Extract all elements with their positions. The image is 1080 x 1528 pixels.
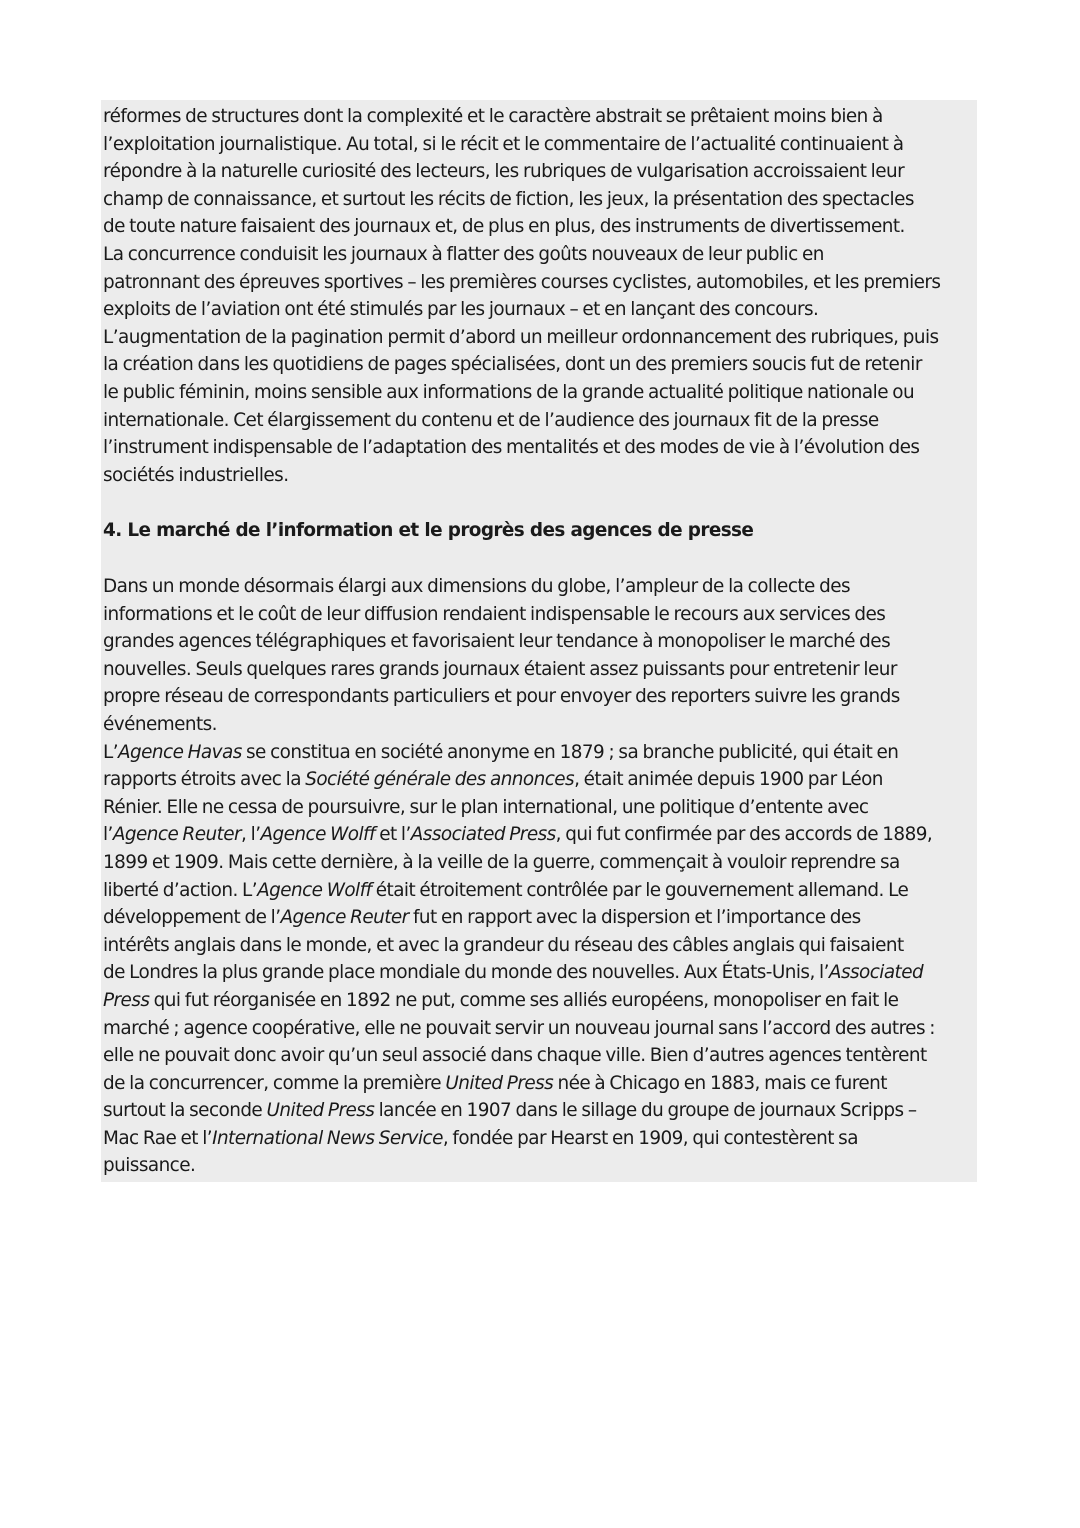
text-segment: fut en rapport avec la dispersion et l’importance des [408,907,861,929]
text-segment: , était animée depuis 1900 par Léon [574,769,883,791]
italic-term: Press [103,989,150,1011]
text-line [103,959,935,987]
text-segment: puissance. [103,1155,196,1177]
text-segment: liberté d’action. L’ [103,879,258,901]
text-line [103,739,935,767]
italic-term: Associated [828,962,924,984]
text-line: répondre à la naturelle curiosité des lecteurs, les rubriques de vulgarisation accroissaient leur [103,161,905,183]
italic-term: Agence Wolff [260,824,375,846]
italic-term: International News Service [212,1127,443,1149]
text-segment: et l’ [374,824,411,846]
text-line: champ de connaissance, et surtout les récits de fiction, les jeux, la présentation des spectacles [103,188,914,210]
italic-term: Agence Reuter [112,824,242,846]
text-segment: , qui fut confirmée par des accords de 1889, [555,824,933,846]
text-line [103,1152,935,1180]
italic-term: Associated Press [410,824,556,846]
text-line [103,683,935,711]
text-segment: surtout la seconde [103,1100,267,1122]
italic-term: Agence Havas [118,741,242,763]
section-heading: 4. Le marché de l’information et le progrès des agences de presse [103,520,754,541]
italic-term: Agence Wolff [257,879,372,901]
text-segment: l’ [103,824,113,846]
italic-term: United Press [445,1072,554,1094]
text-line [103,1125,935,1153]
text-line [103,849,935,877]
text-segment: Rénier. Elle ne cessa de poursuivre, sur le plan international, une politique d’entente avec [103,796,869,818]
text-line: le public féminin, moins sensible aux informations de la grande actualité politique nationale ou [103,381,915,403]
text-block [101,100,977,1182]
text-line [103,932,935,960]
text-line: réformes de structures dont la complexité et le caractère abstrait se prêtaient moins bien à [103,106,883,127]
text-line [103,794,935,822]
text-segment: lancée en 1907 dans le sillage du groupe de journaux Scripps – [374,1100,917,1122]
text-line: internationale. Cet élargissement du contenu et de l’audience des journaux fit de la presse [103,409,879,431]
text-segment: informations et le coût de leur diffusion rendaient indispensable le recours aux services des [103,603,886,625]
text-segment: nouvelles. Seuls quelques rares grands journaux étaient assez puissants pour entretenir leur [103,658,897,680]
text-segment: rapports étroits avec la [103,769,306,791]
text-segment: née à Chicago en 1883, mais ce furent [553,1072,887,1094]
text-segment: , l’ [241,824,261,846]
text-line [103,601,935,629]
text-line: La concurrence conduisit les journaux à flatter des goûts nouveaux de leur public en [103,243,824,265]
text-line: l’exploitation journalistique. Au total, si le récit et le commentaire de l’actualité continuaient à [103,133,904,155]
text-line [103,1097,935,1125]
text-line [103,711,935,739]
text-line [103,1070,935,1098]
text-segment: Mac Rae et l’ [103,1127,213,1149]
text-segment: L’ [103,741,118,763]
text-line: de toute nature faisaient des journaux et, de plus en plus, des instruments de divertissement. [103,216,905,238]
text-line: L’augmentation de la pagination permit d’abord un meilleur ordonnancement des rubriques, puis [103,326,939,348]
text-segment: grandes agences télégraphiques et favorisaient leur tendance à monopoliser le marché des [103,631,891,653]
text-line [103,573,935,601]
text-segment: développement de l’ [103,907,281,929]
text-segment: intérêts anglais dans le monde, et avec la grandeur du réseau des câbles anglais qui faisaient [103,934,904,956]
text-segment: qui fut réorganisée en 1892 ne put, comme ses alliés européens, monopoliser en fait le [149,989,899,1011]
text-segment: 1899 et 1909. Mais cette dernière, à la veille de la guerre, commençait à vouloir reprendre sa [103,851,900,873]
text-segment: de Londres la plus grande place mondiale du monde des nouvelles. Aux États-Unis, l’ [103,962,829,984]
text-line [103,656,935,684]
paragraph-2 [103,573,935,1180]
text-segment: marché ; agence coopérative, elle ne pouvait servir un nouveau journal sans l’accord des autres : [103,1017,935,1039]
text-line: exploits de l’aviation ont été stimulés par les journaux – et en lançant des concours. [103,299,819,321]
text-segment: de la concurrencer, comme la première [103,1072,446,1094]
text-line [103,877,935,905]
text-segment: , fondée par Hearst en 1909, qui contestèrent sa [442,1127,858,1149]
italic-term: Agence Reuter [280,907,409,929]
text-line [103,1042,935,1070]
text-line: patronnant des épreuves sportives – les premières courses cyclistes, automobiles, et les premiers [103,271,941,293]
text-line: sociétés industrielles. [103,464,289,486]
text-line [103,766,935,794]
text-segment: était étroitement contrôlée par le gouvernement allemand. Le [371,879,909,901]
text-line [103,821,935,849]
text-line [103,1015,935,1043]
text-segment: événements. [103,713,217,735]
text-line: l’instrument indispensable de l’adaptation des mentalités et des modes de vie à l’évolution des [103,437,920,459]
paragraph-1 [103,103,940,489]
text-segment: elle ne pouvait donc avoir qu’un seul associé dans chaque ville. Bien d’autres agences tentèrent [103,1045,927,1067]
italic-term: United Press [266,1100,375,1122]
text-line: la création dans les quotidiens de pages spécialisées, dont un des premiers soucis fut de retenir [103,354,922,376]
text-line [103,628,935,656]
text-line [103,987,935,1015]
text-line [103,904,935,932]
text-segment: se constitua en société anonyme en 1879 ; sa branche publicité, qui était en [241,741,899,763]
italic-term: Société générale des annonces [305,769,575,791]
text-segment: Dans un monde désormais élargi aux dimensions du globe, l’ampleur de la collecte des [103,576,851,597]
text-segment: propre réseau de correspondants particuliers et pour envoyer des reporters suivre les grands [103,686,900,708]
